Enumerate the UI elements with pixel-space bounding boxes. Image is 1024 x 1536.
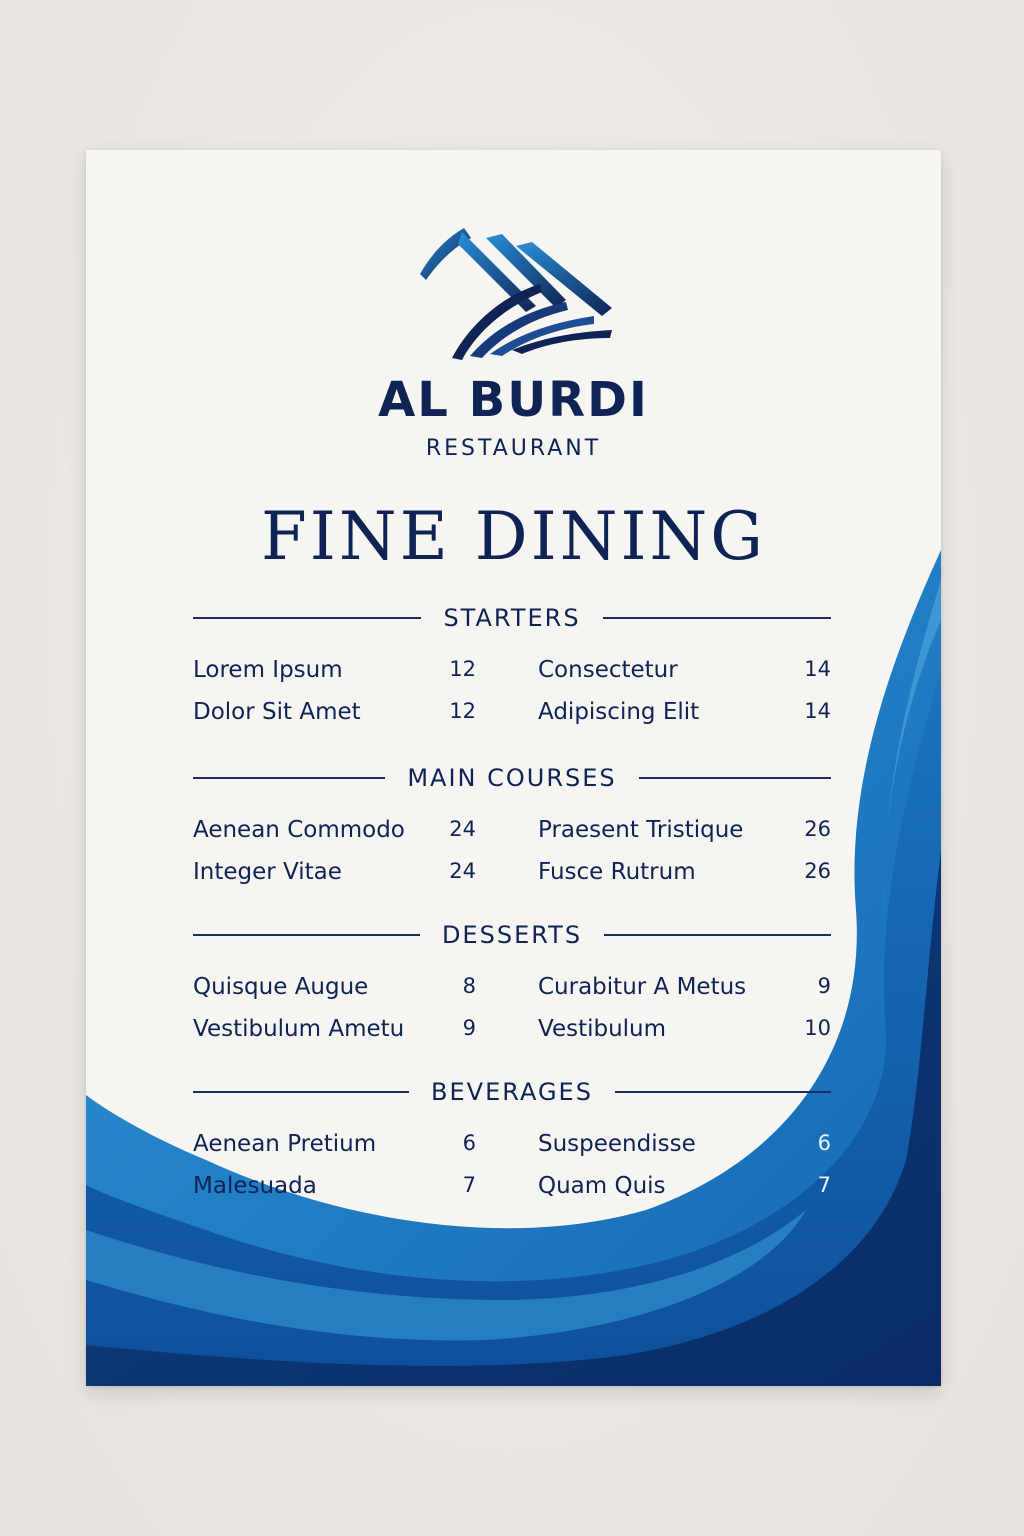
section-beverages [193,1077,831,1215]
menu-row [193,699,831,741]
menu-item-price: 12 [449,657,476,681]
menu-item-name: Integer Vitae [193,859,342,885]
menu-item-name: Vestibulum Ametu [193,1016,405,1042]
section-title: BEVERAGES [431,1078,593,1106]
menu-item-price: 12 [449,699,476,723]
divider [603,617,831,619]
menu-item-price: 10 [804,1016,831,1040]
menu-item-name: Aenean Commodo [193,817,405,843]
menu-item-name: Adipiscing Elit [538,699,700,725]
section-header [193,920,831,950]
section-title: DESSERTS [441,921,583,949]
menu-row [193,1131,831,1173]
menu-item-name: Fusce Rutrum [538,859,696,885]
menu-item-name: Lorem Ipsum [193,657,343,683]
section-header [193,1077,831,1107]
menu-item-name: Vestibulum [538,1016,667,1042]
section-title: MAIN COURSES [407,764,617,792]
divider [639,777,831,779]
menu-item-name: Curabitur A Metus [538,974,747,1000]
menu-item-price: 14 [804,699,831,723]
divider [193,934,420,936]
restaurant-name: AL BURDI [378,372,649,428]
menu-item-name: Praesent Tristique [538,817,744,843]
menu-row [193,1016,831,1058]
menu-row [193,859,831,901]
section-desserts [193,920,831,1058]
section-starters [193,603,831,741]
menu-item-price: 6 [462,1131,476,1155]
menu-row [193,657,831,699]
divider [193,1091,409,1093]
menu-item-name: Malesuada [193,1173,317,1199]
menu-item-name: Quisque Augue [193,974,369,1000]
menu-item-name: Quam Quis [538,1173,666,1199]
menu-item-price: 9 [462,1016,476,1040]
menu-item-name: Dolor Sit Amet [193,699,361,725]
divider [604,934,831,936]
divider [615,1091,831,1093]
menu-item-price: 6 [817,1131,831,1155]
menu-item-name: Consectetur [538,657,678,683]
menu-item-price: 7 [817,1173,831,1197]
menu-item-price: 8 [462,974,476,998]
section-main-courses [193,763,831,901]
menu-item-price: 9 [817,974,831,998]
section-title: STARTERS [443,604,581,632]
sail-chevrons-icon [416,228,616,360]
menu-item-price: 26 [804,817,831,841]
menu-item-price: 24 [449,859,476,883]
divider [193,617,421,619]
menu-item-name: Aenean Pretium [193,1131,377,1157]
section-header [193,763,831,793]
restaurant-subtitle: RESTAURANT [425,436,602,461]
menu-item-price: 26 [804,859,831,883]
menu-headline: FINE DINING [260,498,767,575]
menu-row [193,817,831,859]
menu-card [86,150,941,1386]
menu-row [193,1173,831,1215]
menu-item-price: 14 [804,657,831,681]
menu-item-price: 24 [449,817,476,841]
menu-row [193,974,831,1016]
section-header [193,603,831,633]
divider [193,777,385,779]
menu-item-name: Suspeendisse [538,1131,696,1157]
menu-item-price: 7 [462,1173,476,1197]
